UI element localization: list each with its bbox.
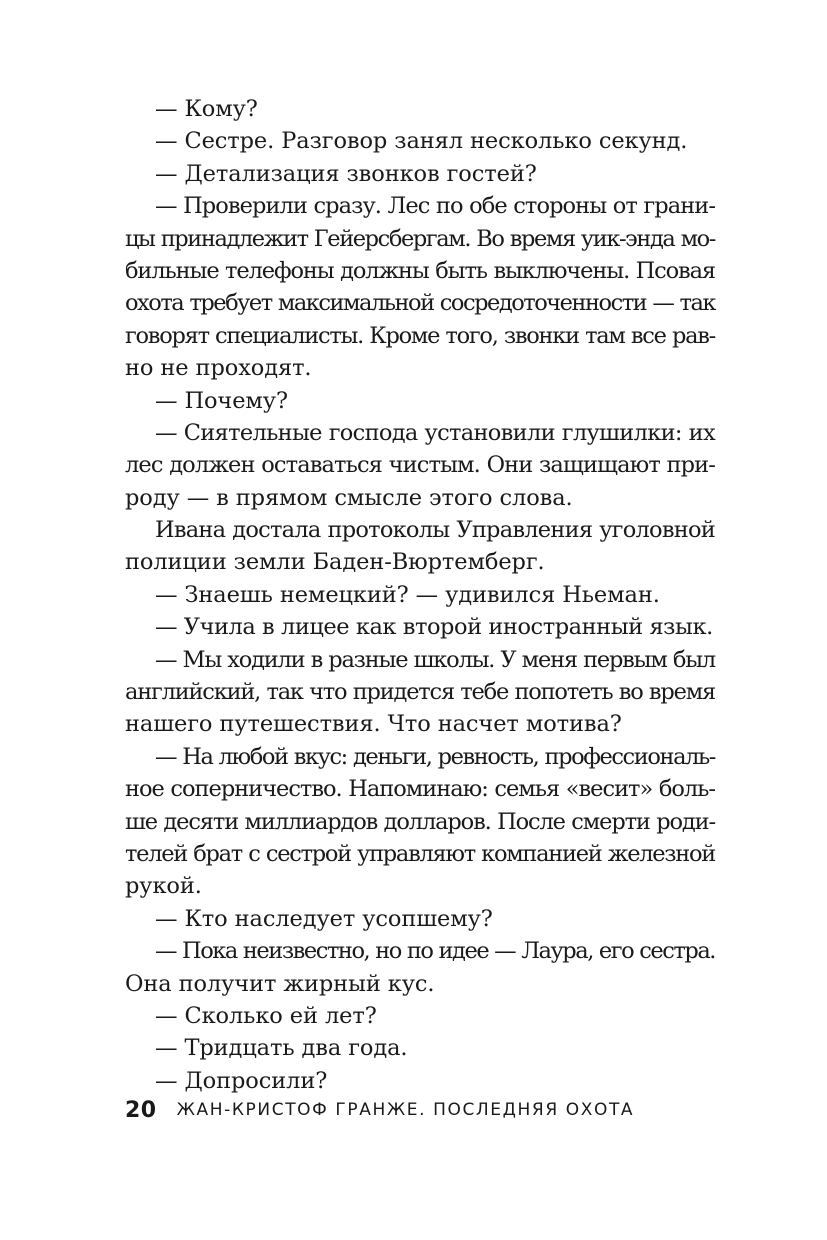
text-line: английский, так что придется тебе попотеть во время	[125, 679, 715, 706]
text-line: — Проверили сразу. Лес по обе стороны от грани-	[155, 193, 715, 220]
text-line: Ивана достала протоколы Управления уголовной	[155, 517, 715, 544]
text-line: ное соперничество. Напоминаю: семья «весит» боль-	[125, 776, 715, 803]
text-line: — Тридцать два года.	[155, 1035, 408, 1062]
text-line: — Пока неизвестно, но по идее — Лаура, его сестра.	[155, 938, 715, 965]
text-line: бильные телефоны должны быть выключены. Псовая	[125, 257, 715, 284]
running-head: ЖАН-КРИСТОФ ГРАНЖЕ. ПОСЛЕДНЯЯ ОХОТА	[176, 1100, 635, 1120]
text-line: полиции земли Баден-Вюртемберг.	[125, 549, 545, 576]
page-number: 20	[125, 1097, 157, 1123]
page-footer	[125, 1095, 725, 1125]
text-line: ше десяти миллиардов долларов. После смерти роди-	[125, 808, 715, 835]
text-line: цы принадлежит Гейерсбергам. Во время уик-энда мо-	[125, 225, 715, 252]
text-line: Она получит жирный кус.	[125, 970, 435, 997]
text-line: говорят специалисты. Кроме того, звонки там все рав-	[125, 322, 715, 349]
text-line: — Сиятельные господа установили глушилки: их	[155, 419, 715, 446]
text-line: — Мы ходили в разные школы. У меня первым был	[155, 646, 715, 673]
text-line: — Кто наследует усопшему?	[155, 905, 493, 932]
text-line: — Допросили?	[155, 1067, 328, 1094]
text-line: роду — в прямом смысле этого слова.	[125, 484, 573, 511]
text-line: — Детализация звонков гостей?	[155, 160, 537, 187]
text-line: телей брат с сестрой управляют компанией железной	[125, 840, 715, 867]
text-line: — Почему?	[155, 387, 288, 414]
text-line: лес должен оставаться чистым. Они защищают при-	[125, 452, 715, 479]
text-line: — Сестре. Разговор занял несколько секунд.	[155, 128, 688, 155]
text-line: — Учила в лицее как второй иностранный язык.	[155, 614, 713, 641]
text-line: рукой.	[125, 873, 202, 900]
text-line: — На любой вкус: деньги, ревность, профессиональ-	[155, 743, 715, 770]
text-line: но не проходят.	[125, 355, 312, 382]
text-line: нашего путешествия. Что насчет мотива?	[125, 711, 622, 738]
text-line: — Сколько ей лет?	[155, 1002, 377, 1029]
body-text	[125, 93, 715, 1097]
text-line: охота требует максимальной сосредоточенности — так	[125, 290, 715, 317]
text-line: — Кому?	[155, 96, 258, 122]
text-line: — Знаешь немецкий? — удивился Ньеман.	[155, 581, 660, 608]
